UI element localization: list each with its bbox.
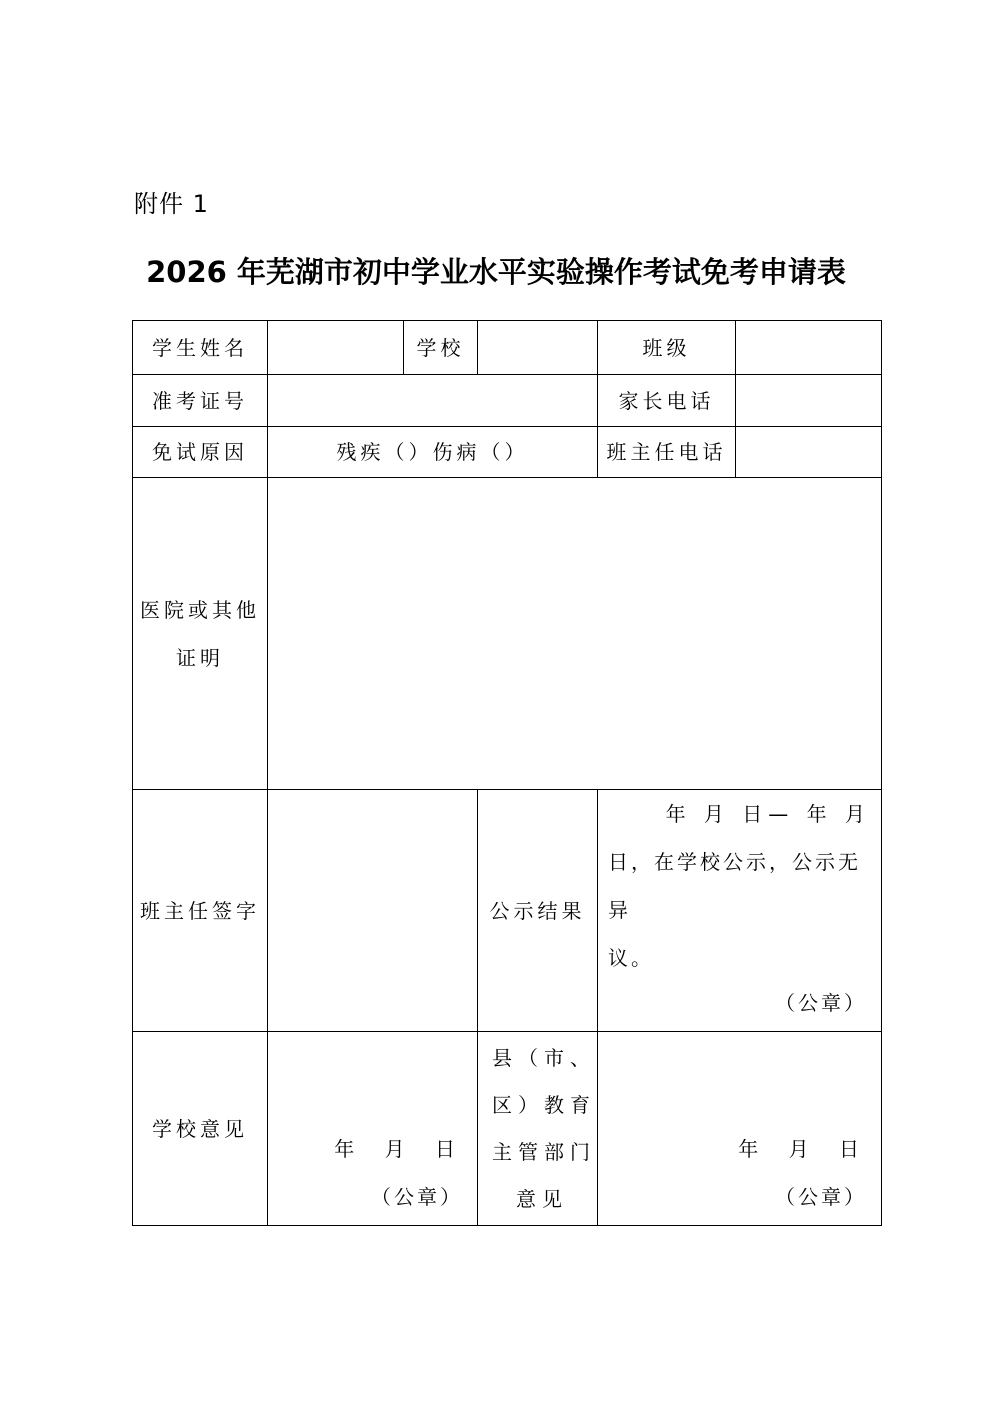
dept-label-line3: 主管部门: [492, 1139, 596, 1164]
dept-opinion-label: [478, 1032, 598, 1226]
publicity-result-label: 公示结果: [478, 790, 598, 1032]
head-teacher-phone-field[interactable]: [736, 427, 882, 478]
school-label: 学校: [404, 321, 478, 375]
table-row: [133, 1032, 882, 1226]
head-teacher-sign-field[interactable]: [268, 790, 478, 1032]
proof-label-line1: 医院或其他: [140, 597, 260, 622]
class-field[interactable]: [736, 321, 882, 375]
table-row: [133, 478, 882, 790]
attachment-label: 附件 1: [134, 190, 209, 218]
application-form-table: [132, 320, 882, 1226]
table-row: [133, 790, 882, 1032]
dept-opinion-seal: （公章）: [775, 1185, 867, 1209]
parent-phone-label: 家长电话: [598, 375, 736, 427]
exemption-reason-label: 免试原因: [133, 427, 268, 478]
publicity-line2: 日，在学校公示，公示无异: [608, 850, 861, 922]
publicity-line1: 年 月 日— 年 月: [665, 802, 871, 826]
head-teacher-sign-label: 班主任签字: [133, 790, 268, 1032]
proof-label: [133, 478, 268, 790]
exam-id-field[interactable]: [268, 375, 598, 427]
publicity-result-field[interactable]: [598, 790, 882, 1032]
school-opinion-label: 学校意见: [133, 1032, 268, 1226]
table-row: [133, 375, 882, 427]
school-field[interactable]: [478, 321, 598, 375]
school-opinion-date: 年 月 日: [334, 1137, 467, 1161]
exam-id-label: 准考证号: [133, 375, 268, 427]
school-opinion-field[interactable]: [268, 1032, 478, 1226]
dept-opinion-date: 年 月 日: [738, 1137, 871, 1161]
student-name-field[interactable]: [268, 321, 404, 375]
proof-field[interactable]: [268, 478, 882, 790]
dept-label-line4: 意见: [516, 1186, 568, 1211]
student-name-label: 学生姓名: [133, 321, 268, 375]
school-opinion-seal: （公章）: [371, 1185, 463, 1209]
table-row: [133, 321, 882, 375]
dept-label-line1: 县（市、: [492, 1045, 596, 1070]
page-title: 2026 年芜湖市初中学业水平实验操作考试免考申请表: [146, 255, 846, 289]
publicity-seal: （公章）: [775, 991, 867, 1015]
table-row: [133, 427, 882, 478]
dept-label-line2: 区）教育: [492, 1092, 596, 1117]
class-label: 班级: [598, 321, 736, 375]
head-teacher-phone-label: 班主任电话: [598, 427, 736, 478]
dept-opinion-field[interactable]: [598, 1032, 882, 1226]
parent-phone-field[interactable]: [736, 375, 882, 427]
exemption-reason-options[interactable]: 残疾（）伤病（）: [268, 427, 598, 478]
proof-label-line2: 证明: [176, 645, 224, 670]
publicity-line3: 议。: [608, 946, 654, 970]
